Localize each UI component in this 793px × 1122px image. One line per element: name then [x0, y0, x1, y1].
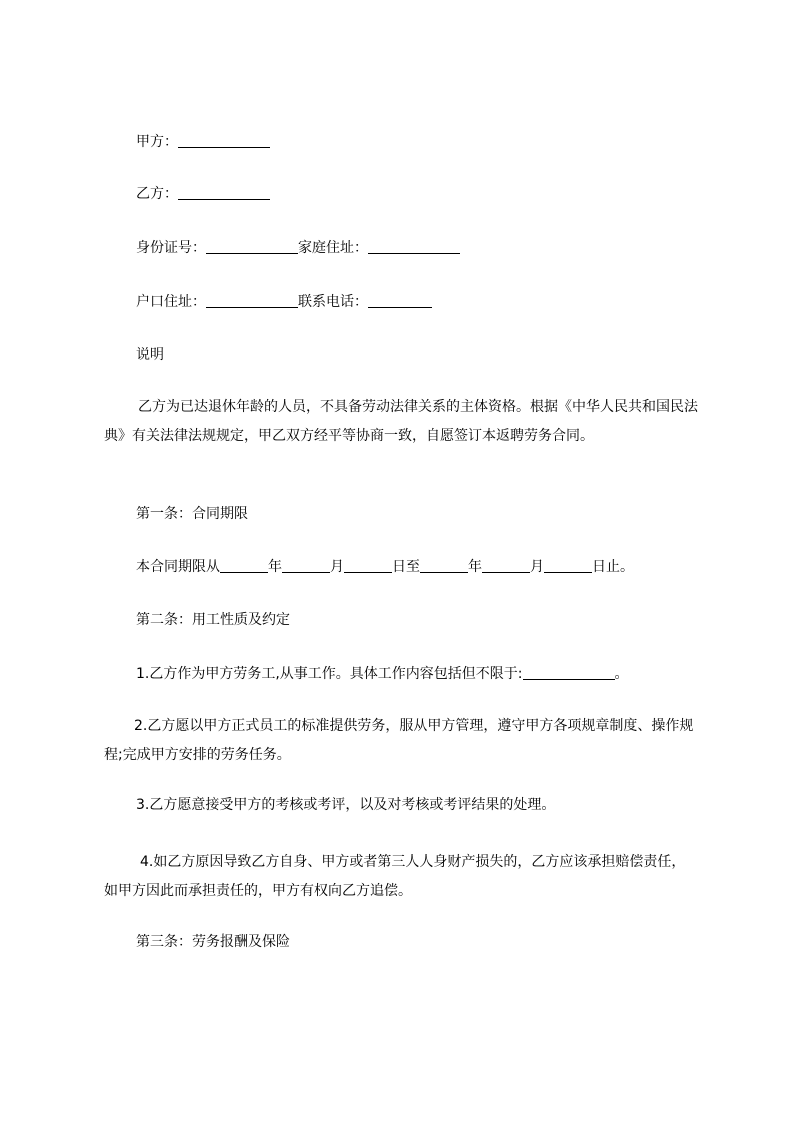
party-b-line: [136, 184, 270, 204]
term-line: [136, 557, 634, 577]
home-address-blank: [368, 239, 460, 254]
home-address-label: 家庭住址：: [298, 240, 368, 256]
end-month-blank: [482, 558, 530, 573]
explanation-heading: 说明: [136, 347, 164, 363]
phone-blank: [368, 293, 432, 308]
article2-item1-text: 1.乙方作为甲方劳务工,从事工作。具体工作内容包括但不限于:: [136, 666, 523, 682]
id-number-label: 身份证号：: [136, 240, 206, 256]
start-day-blank: [344, 558, 392, 573]
article3-heading: 第三条：劳务报酬及保险: [136, 934, 290, 950]
day-to-label: 日至: [392, 559, 420, 575]
end-year-blank: [420, 558, 468, 573]
end-month-label: 月: [530, 559, 544, 575]
party-a-blank: [178, 133, 270, 148]
start-year-blank: [220, 558, 268, 573]
start-year-label: 年: [268, 559, 282, 575]
article2-item1-end: 。: [614, 666, 629, 682]
end-day-blank: [544, 558, 592, 573]
term-prefix: 本合同期限从: [136, 559, 220, 575]
start-month-label: 月: [330, 559, 344, 575]
hukou-phone-line: [136, 292, 432, 312]
party-b-blank: [178, 185, 270, 200]
article2-item1: [136, 664, 629, 684]
id-number-blank: [206, 239, 298, 254]
article2-item4: 4.如乙方原因导致乙方自身、甲方或者第三人人身财产损失的，乙方应该承担赔偿责任，如甲方因此而承担责任的，甲方有权向乙方追偿。: [104, 854, 686, 899]
start-month-blank: [282, 558, 330, 573]
id-address-line: [136, 238, 460, 258]
article2-heading: 第二条：用工性质及约定: [136, 612, 290, 628]
article1-heading: 第一条：合同期限: [136, 506, 248, 522]
hukou-address-label: 户口住址：: [136, 294, 206, 310]
end-year-label: 年: [468, 559, 482, 575]
hukou-address-blank: [206, 293, 298, 308]
party-a-label: 甲方：: [136, 134, 178, 150]
party-a-line: [136, 132, 270, 152]
article2-item2: 2.乙方愿以甲方正式员工的标准提供劳务，服从甲方管理，遵守甲方各项规章制度、操作规程;完成甲方安排的劳务任务。: [104, 718, 694, 763]
work-content-blank: [523, 665, 615, 680]
day-end-label: 日止。: [592, 559, 634, 575]
explanation-body: 乙方为已达退休年龄的人员，不具备劳动法律关系的主体资格。根据《中华人民共和国民法典》有关法律法规规定，甲乙双方经平等协商一致，自愿签订本返聘劳务合同。: [104, 399, 698, 444]
phone-label: 联系电话：: [298, 294, 368, 310]
article2-item3: 3.乙方愿意接受甲方的考核或考评，以及对考核或考评结果的处理。: [136, 797, 556, 813]
party-b-label: 乙方：: [136, 186, 178, 202]
